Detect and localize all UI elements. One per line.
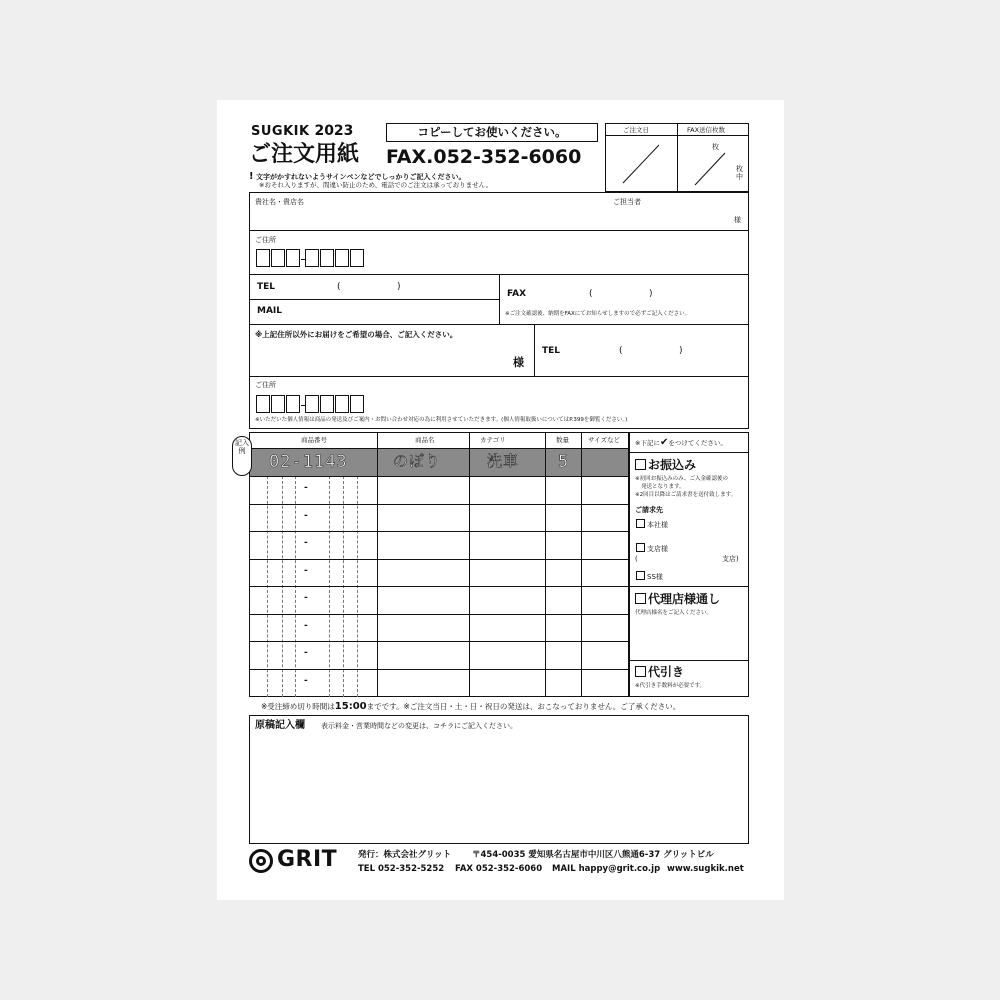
company-label: 貴社名・貴店名: [255, 198, 304, 206]
order-form-sheet: [217, 100, 784, 900]
footer-address: 〒454-0035 愛知県名古屋市中川区八熊通6-37 グリットビル: [472, 850, 714, 860]
deadline-suffix: までです。※ご注文当日・土・日・祝日の発送は、おこなっておりません。ご了承ください。: [366, 702, 681, 711]
payment-header-text: ※下記に: [635, 439, 660, 447]
zip-boxes[interactable]: [256, 249, 365, 268]
alt-zip-boxes[interactable]: [256, 395, 365, 414]
tel-label: TEL: [257, 282, 276, 292]
deadline-prefix: ※受注締め切り時間は: [261, 702, 335, 711]
example-quantity: 5: [558, 452, 570, 472]
fax-paren-open: (: [589, 289, 593, 299]
example-category: 洗車: [487, 452, 520, 470]
grit-logo-text: GRIT: [277, 847, 338, 872]
head-office-label: 本社様: [647, 521, 668, 529]
ss-label: SS様: [647, 573, 663, 581]
row-dash: -: [304, 593, 308, 603]
footer-publisher: 発行：株式会社グリット: [358, 850, 452, 860]
fax-number: FAX.052-352-6060: [386, 146, 582, 168]
fax-label: FAX: [507, 289, 527, 299]
bank-note-1: ※初回お振込みのみ、ご入金確認後の: [635, 476, 728, 482]
privacy-note: ※いただいた個人情報は商品の発送及びご案内・お問い合わせ対応の為に利用させていただきます。(個人情報取扱いについてはP.399を御覧ください。): [255, 417, 628, 423]
row-dash: -: [304, 511, 308, 521]
option-ss[interactable]: [636, 571, 663, 581]
grit-logo-icon: [249, 849, 273, 873]
cod-checkbox[interactable]: [635, 666, 646, 677]
option-branch[interactable]: [636, 543, 668, 553]
option-cod[interactable]: [635, 666, 684, 678]
fax-note: ※ご注文確認後、納期をFAXにてお知らせしますので必ずご記入ください。: [505, 311, 691, 317]
deadline-time: 15:00: [334, 701, 367, 712]
agency-checkbox[interactable]: [635, 593, 646, 604]
exclamation-icon: !: [249, 171, 254, 182]
example-number: 02-1143: [269, 452, 348, 472]
branch-paren-open: (: [635, 555, 638, 563]
contact-label: ご担当者: [613, 198, 641, 206]
row-dash: -: [304, 676, 308, 686]
tel-paren-close: ): [397, 282, 401, 292]
branch-label: 支店様: [647, 545, 668, 553]
example-tag: 記入例: [232, 436, 252, 476]
brand-line: [251, 124, 353, 138]
bank-transfer-label: お振込み: [648, 458, 697, 472]
option-head-office[interactable]: [636, 519, 668, 529]
mail-label: MAIL: [257, 306, 283, 316]
example-name: のぼり: [393, 452, 442, 470]
check-icon: ✔: [659, 437, 669, 448]
brand-year: 2023: [314, 123, 354, 139]
col-product-name: 商品名: [415, 436, 435, 444]
tel-paren-open: (: [337, 282, 341, 292]
row-dash: -: [304, 483, 308, 493]
head-office-checkbox[interactable]: [636, 519, 645, 528]
col-category: カテゴリ: [480, 436, 506, 444]
manuscript-label: 原稿記入欄: [255, 720, 305, 731]
footer-fax: FAX 052-352-6060: [455, 864, 543, 874]
pages-of: 枚中: [736, 165, 743, 181]
brand-name: SUGKIK: [251, 124, 310, 139]
row-dash: -: [304, 538, 308, 548]
agency-note: 代理店様名をご記入ください。: [635, 610, 713, 616]
contact-honorific: 様: [734, 216, 741, 224]
col-product-number: 商品番号: [301, 436, 327, 444]
slash-lines: [605, 135, 749, 192]
row-dash: -: [304, 621, 308, 631]
billing-label: ご請求先: [635, 506, 663, 514]
fax-paren-close: ): [649, 289, 653, 299]
option-agency[interactable]: [635, 593, 720, 605]
footer-mail[interactable]: MAIL happy@grit.co.jp: [552, 864, 661, 874]
pages-unit: 枚: [712, 143, 719, 151]
option-bank-transfer[interactable]: [635, 459, 696, 471]
footer-web[interactable]: www.sugkik.net: [667, 864, 744, 874]
notice-line-2: ※おそれ入りますが、間違い防止のため、電話でのご注文は承っておりません。: [259, 181, 493, 189]
footer-tel: TEL 052-352-5252: [358, 864, 445, 874]
cod-note: ※代引き手数料が必要です。: [635, 683, 706, 689]
alt-address-label: ご住所: [255, 381, 276, 389]
alt-tel-paren-close: ): [679, 346, 683, 356]
manuscript-note: 表示料金・営業時間などの変更は、コチラにご記入ください。: [321, 722, 517, 730]
cod-label: 代引き: [648, 665, 685, 679]
bank-note-3: ※2回目以降はご請求書を送付致します。: [635, 492, 737, 498]
deadline-note: [261, 702, 680, 712]
col-quantity: 数量: [556, 436, 569, 444]
alt-delivery-label: ※上記住所以外にお届けをご希望の場合、ご記入ください。: [255, 330, 458, 339]
payment-header: [635, 438, 727, 448]
col-size: サイズなど: [588, 436, 620, 444]
order-date-label: ご注文日: [623, 126, 649, 134]
page-title: ご注文用紙: [249, 142, 360, 167]
row-dash: -: [304, 648, 308, 658]
alt-honorific: 様: [513, 356, 524, 369]
ss-checkbox[interactable]: [636, 571, 645, 580]
agency-label: 代理店様通し: [648, 592, 721, 606]
bank-note-2: 発送となります。: [641, 484, 685, 490]
copy-note: コピーしてお使いください。: [386, 123, 598, 142]
address-label: ご住所: [255, 236, 276, 244]
manuscript-box[interactable]: [249, 715, 749, 844]
alt-tel-label: TEL: [542, 346, 561, 356]
payment-header-suffix: をつけてください。: [668, 439, 727, 447]
alt-tel-paren-open: (: [619, 346, 623, 356]
bank-transfer-checkbox[interactable]: [635, 459, 646, 470]
branch-suffix: 支店): [722, 555, 739, 563]
branch-checkbox[interactable]: [636, 543, 645, 552]
notice-text-1: 文字がかすれないようサインペンなどでしっかりご記入ください。: [256, 173, 466, 181]
fax-pages-label: FAX送信枚数: [687, 126, 726, 134]
row-dash: -: [304, 566, 308, 576]
